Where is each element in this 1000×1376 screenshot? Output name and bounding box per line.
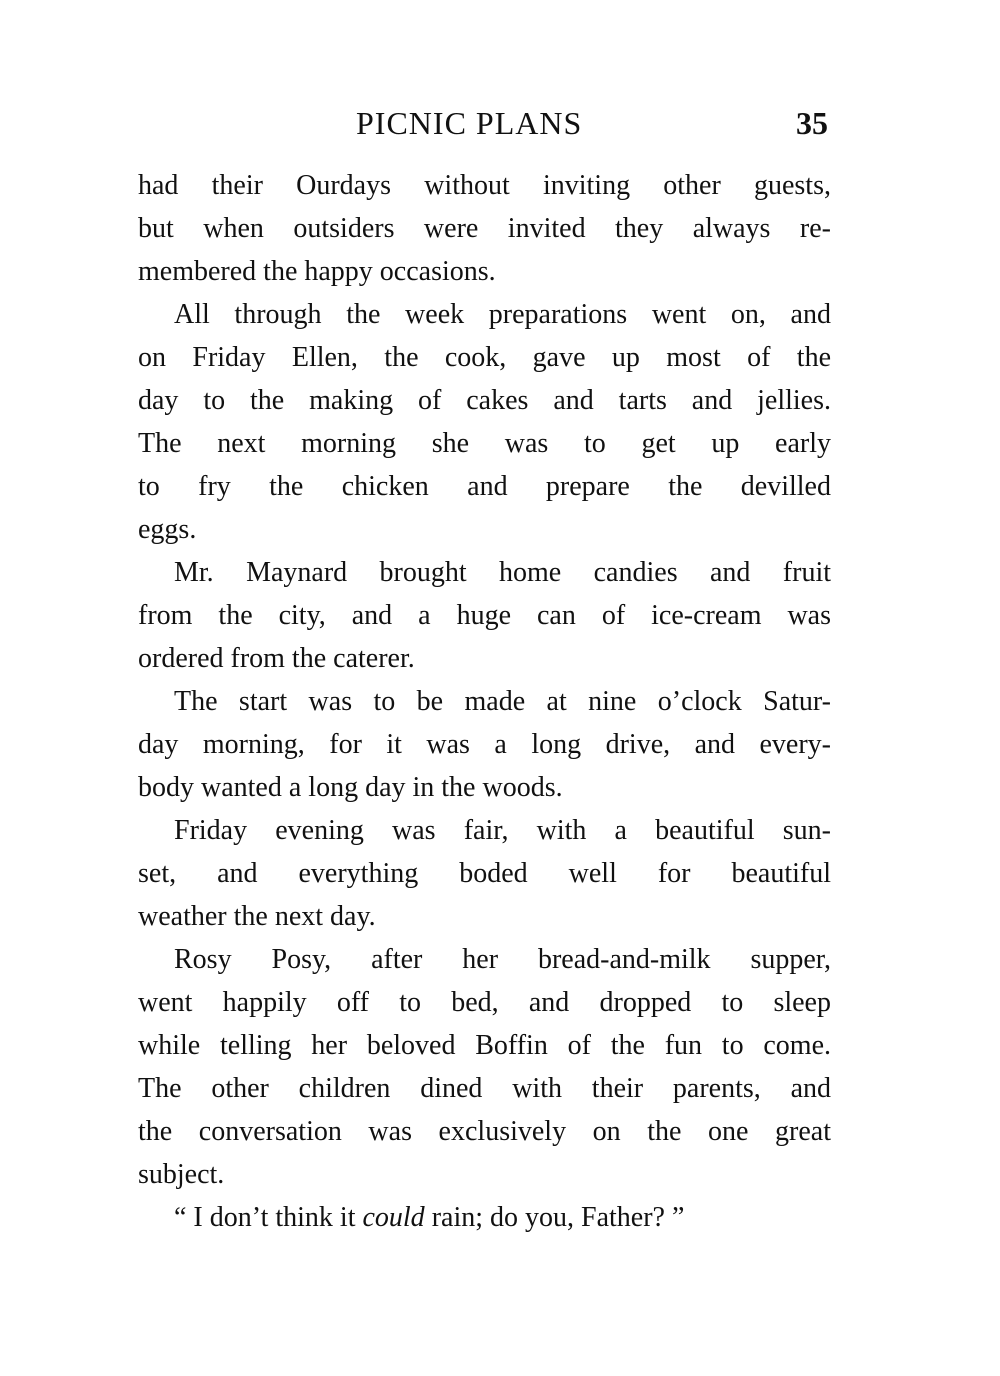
body-text — [138, 164, 831, 1239]
text-line: went happily off to bed, and dropped to sleep — [138, 987, 831, 1018]
text-line: All through the week preparations went on, and — [174, 299, 831, 330]
text-line: Friday evening was fair, with a beautiful sun- — [174, 815, 831, 846]
dialogue-line — [138, 1196, 831, 1239]
text-line: Mr. Maynard brought home candies and fruit — [174, 557, 831, 588]
text-line: Rosy Posy, after her bread-and-milk supper, — [174, 944, 831, 975]
text-line: the conversation was exclusively on the one great — [138, 1116, 831, 1147]
dialogue-text-before: “ I don’t think it — [174, 1202, 363, 1233]
running-head — [0, 103, 1000, 143]
text-line: to fry the chicken and prepare the devilled — [138, 471, 831, 502]
text-line: body wanted a long day in the woods. — [138, 772, 563, 803]
dialogue-emphasis: could — [362, 1202, 425, 1233]
text-line: subject. — [138, 1159, 225, 1190]
text-line: on Friday Ellen, the cook, gave up most of the — [138, 342, 831, 373]
text-line: but when outsiders were invited they always re- — [138, 213, 831, 244]
dialogue-text-after: rain; do you, Father? ” — [424, 1202, 685, 1233]
running-title: PICNIC PLANS — [356, 105, 583, 141]
text-line: The other children dined with their parents, and — [138, 1073, 831, 1104]
text-line: membered the happy occasions. — [138, 256, 496, 287]
text-line: eggs. — [138, 514, 197, 545]
text-line: The start was to be made at nine o’clock Satur- — [174, 686, 831, 717]
text-line: set, and everything boded well for beautiful — [138, 858, 831, 889]
text-line: day morning, for it was a long drive, and every- — [138, 729, 831, 760]
page-number: 35 — [796, 105, 828, 141]
text-line: day to the making of cakes and tarts and jellies. — [138, 385, 831, 416]
text-line: while telling her beloved Boffin of the fun to come. — [138, 1030, 831, 1061]
text-line: ordered from the caterer. — [138, 643, 415, 674]
text-line: had their Ourdays without inviting other guests, — [138, 170, 831, 201]
text-line: from the city, and a huge can of ice-cream was — [138, 600, 831, 631]
text-line: The next morning she was to get up early — [138, 428, 831, 459]
text-line: weather the next day. — [138, 901, 376, 932]
